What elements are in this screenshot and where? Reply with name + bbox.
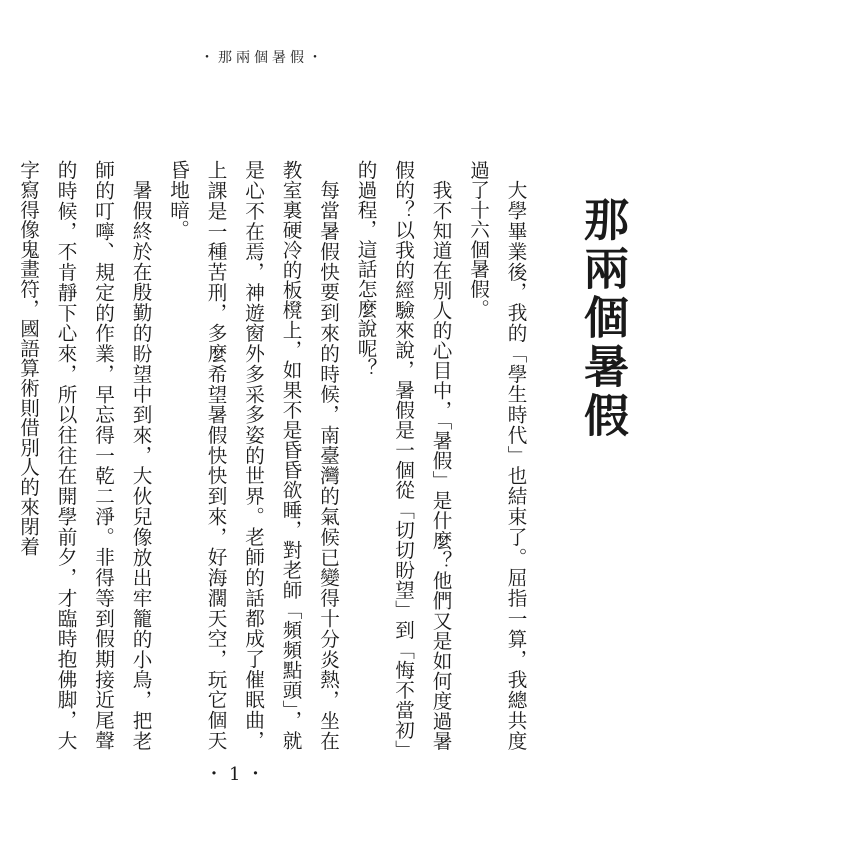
running-header: ・那兩個暑假・ [200, 50, 326, 66]
paragraph: 每當暑假快要到來的時候，南臺灣的氣候已變得十分炎熱，坐在教室裏硬冷的板櫈上，如果不是昏昏欲睡，對老師「頻頻點頭」，就是心不在焉，神遊窗外多采多姿的世界。老師的話都成了催眠曲，上課是一種苦刑，多麼希望暑假快快到來，好海濶天空，玩它個天昏地暗。 [166, 160, 340, 750]
body-text [16, 160, 534, 750]
paragraph: 暑假終於在殷勤的盼望中到來，大伙兒像放出牢籠的小鳥，把老師的叮嚀、規定的作業，早忘得一乾二淨。非得等到假期接近尾聲的時候，不肯靜下心來，所以往往在開學前夕，才臨時抱佛脚，大字寫得像鬼畫符，國語算術則借別人的來閉着 [16, 160, 152, 750]
page-number: ・1・ [205, 764, 271, 785]
paragraph: 我不知道在別人的心目中，「暑假」是什麼？他們又是如何度過暑假的？以我的經驗來說，暑假是一個從「切切盼望」到「悔不當初」的過程，這話怎麼說呢？ [354, 160, 452, 750]
chapter-title: 那兩個暑假 [576, 196, 629, 441]
paragraph: 大學畢業後，我的「學生時代」也結束了。屈指一算，我總共度過了十六個暑假。 [466, 160, 527, 750]
